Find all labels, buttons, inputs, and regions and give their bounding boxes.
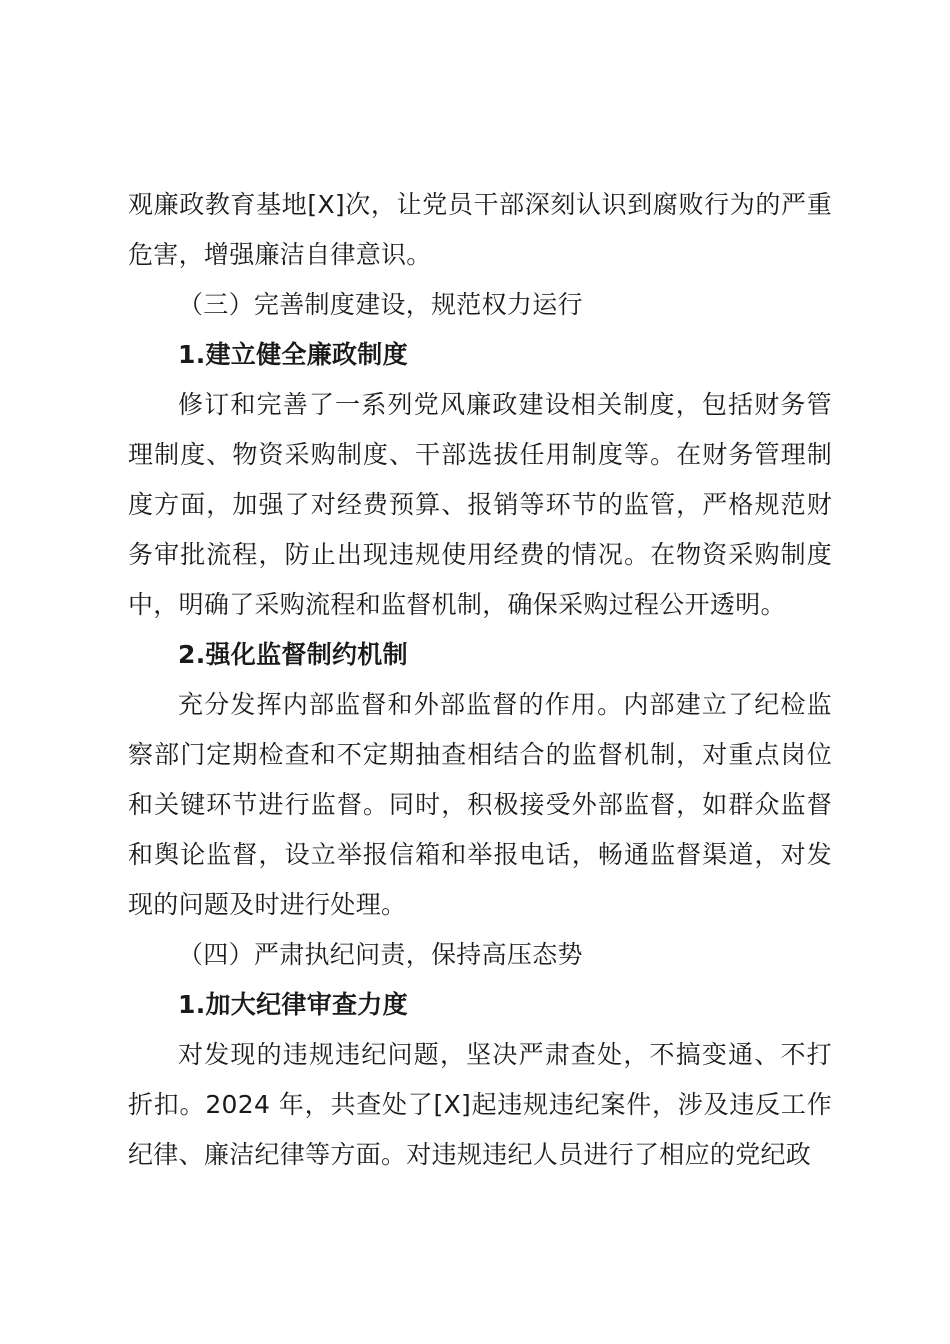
body-paragraph: 充分发挥内部监督和外部监督的作用。内部建立了纪检监察部门定期检查和不定期抽查相结合的监督机制，对重点岗位和关键环节进行监督。同时，积极接受外部监督，如群众监督和舆论监督，设立举报信箱和举报电话，畅通监督渠道，对发现的问题及时进行处理。 <box>128 690 832 919</box>
subheading: 1.建立健全廉政制度 <box>178 340 408 369</box>
document-body <box>128 180 832 1180</box>
subheading: 1.加大纪律审查力度 <box>178 990 408 1019</box>
body-paragraph: 修订和完善了一系列党风廉政建设相关制度，包括财务管理制度、物资采购制度、干部选拔任用制度等。在财务管理制度方面，加强了对经费预算、报销等环节的监管，严格规范财务审批流程，防止出现违规使用经费的情况。在物资采购制度中，明确了采购流程和监督机制，确保采购过程公开透明。 <box>128 390 832 619</box>
subheading: 2.强化监督制约机制 <box>178 640 408 669</box>
section-heading: （四）严肃执纪问责，保持高压态势 <box>178 940 583 969</box>
section-heading: （三）完善制度建设，规范权力运行 <box>178 290 583 319</box>
body-paragraph: 对发现的违规违纪问题，坚决严肃查处，不搞变通、不打折扣。2024 年，共查处了[X]起违规违纪案件，涉及违反工作纪律、廉洁纪律等方面。对违规违纪人员进行了相应的党纪政 <box>128 1040 832 1169</box>
body-paragraph: 观廉政教育基地[X]次，让党员干部深刻认识到腐败行为的严重危害，增强廉洁自律意识。 <box>128 190 832 269</box>
